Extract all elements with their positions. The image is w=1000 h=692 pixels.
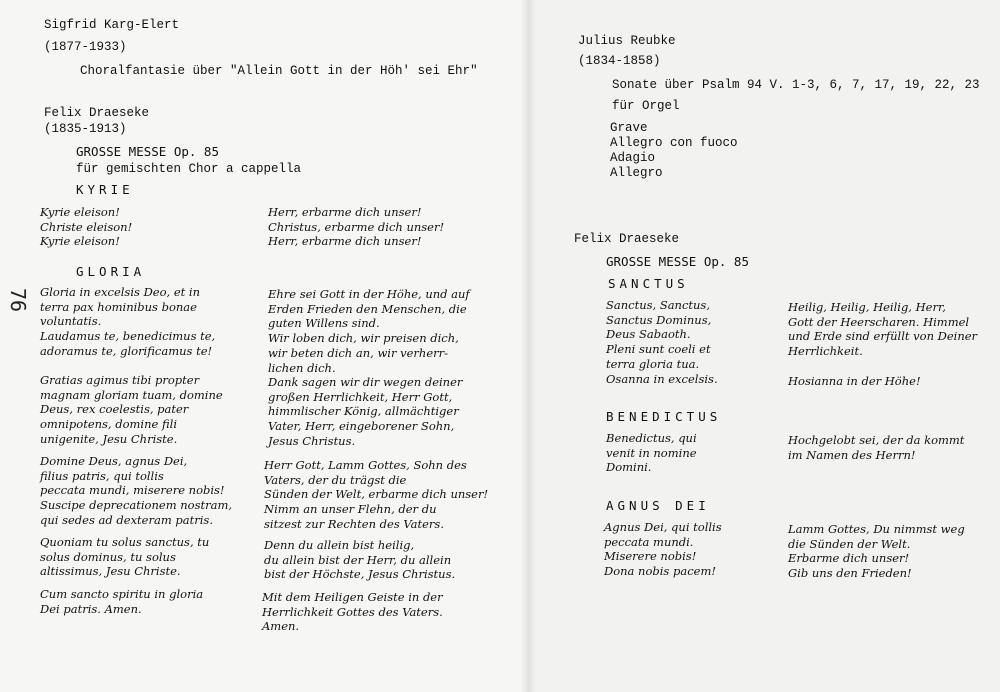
gloria-german-5: Mit dem Heiligen Geiste in der Herrlichkeit Gottes des Vaters. Amen.	[262, 590, 443, 634]
movement-item: Grave	[610, 121, 648, 135]
composer-name: Felix Draeseke	[44, 106, 150, 120]
gloria-german-4: Denn du allein bist heilig, du allein bist der Herr, du allein bist der Höchste, Jesus Christus.	[264, 538, 456, 582]
composer-name: Felix Draeseke	[574, 232, 680, 246]
composer-dates: (1877-1933)	[44, 40, 127, 54]
work-subtitle: für Orgel	[612, 99, 680, 113]
page-number: 76	[6, 287, 31, 313]
gloria-german-1: Ehre sei Gott in der Höhe, und auf Erden Frieden den Menschen, die guten Willens sind. Wir loben dich, wir preisen dich, wir beten dich an, wir verherr- lichen dich.	[268, 287, 470, 375]
gloria-german-3: Herr Gott, Lamm Gottes, Sohn des Vaters, der du trägst die Sünden der Welt, erbarme dich unser! Nimm an unser Flehn, der du sitzest zur Rechten des Vaters.	[264, 458, 489, 531]
movement-item: Adagio	[610, 151, 656, 165]
benedictus-german: Hochgelobt sei, der da kommt im Namen des Herrn!	[788, 433, 965, 462]
composer-dates: (1835-1913)	[44, 122, 127, 136]
work-subtitle: für gemischten Chor a cappella	[76, 162, 302, 176]
composer-name: Sigfrid Karg-Elert	[44, 18, 180, 32]
sanctus-latin: Sanctus, Sanctus, Sanctus Dominus, Deus Sabaoth. Pleni sunt coeli et terra gloria tua. Osanna in excelsis.	[606, 298, 718, 386]
gloria-latin-3: Domine Deus, agnus Dei, filius patris, qui tollis peccata mundi, miserere nobis! Suscipe deprecationem nostram, qui sedes ad dexteram patris.	[40, 454, 233, 527]
section-heading-sanctus: SANCTUS	[608, 276, 689, 291]
sanctus-german: Heilig, Heilig, Heilig, Herr, Gott der Heerscharen. Himmel und Erde sind erfüllt von Deiner Herrlichkeit.	[788, 300, 978, 359]
gloria-latin-2: Gratias agimus tibi propter magnam gloriam tuam, domine Deus, rex coelestis, pater omnipotens, domine fili unigenite, Jesu Christe.	[40, 373, 223, 446]
composer-dates: (1834-1858)	[578, 54, 661, 68]
work-title: Choralfantasie über "Allein Gott in der Höh' sei Ehr"	[80, 64, 478, 78]
agnus-latin: Agnus Dei, qui tollis peccata mundi. Miserere nobis! Dona nobis pacem!	[604, 520, 722, 579]
benedictus-latin: Benedictus, qui venit in nomine Domini.	[606, 431, 697, 475]
gloria-latin-1: Gloria in excelsis Deo, et in terra pax hominibus bonae voluntatis. Laudamus te, benedicimus te, adoramus te, glorificamus te!	[40, 285, 216, 358]
gloria-latin-5: Cum sancto spiritu in gloria Dei patris. Amen.	[40, 587, 204, 616]
section-heading-gloria: GLORIA	[76, 264, 146, 279]
movement-item: Allegro	[610, 166, 663, 180]
section-heading-kyrie: KYRIE	[76, 182, 134, 197]
gloria-german-2: Dank sagen wir dir wegen deiner großen Herrlichkeit, Herr Gott, himmlischer König, allmächtiger Vater, Herr, eingeborener Sohn, Jesus Christus.	[268, 375, 463, 448]
gloria-latin-4: Quoniam tu solus sanctus, tu solus dominus, tu solus altissimus, Jesu Christe.	[40, 535, 210, 579]
section-heading-agnus-dei: AGNUS DEI	[606, 498, 710, 513]
kyrie-german: Herr, erbarme dich unser! Christus, erbarme dich unser! Herr, erbarme dich unser!	[268, 205, 445, 249]
kyrie-latin: Kyrie eleison! Christe eleison! Kyrie eleison!	[40, 205, 133, 249]
page-gutter	[520, 0, 536, 692]
work-title: GROSSE MESSE Op. 85	[76, 144, 219, 159]
movement-item: Allegro con fuoco	[610, 136, 738, 150]
sanctus-hosianna: Hosianna in der Höhe!	[788, 374, 921, 388]
work-title: Sonate über Psalm 94 V. 1-3, 6, 7, 17, 19, 22, 23	[612, 78, 980, 92]
work-title: GROSSE MESSE Op. 85	[606, 254, 749, 269]
section-heading-benedictus: BENEDICTUS	[606, 409, 722, 424]
agnus-german: Lamm Gottes, Du nimmst weg die Sünden der Welt. Erbarme dich unser! Gib uns den Frieden!	[788, 522, 965, 581]
composer-name: Julius Reubke	[578, 34, 676, 48]
